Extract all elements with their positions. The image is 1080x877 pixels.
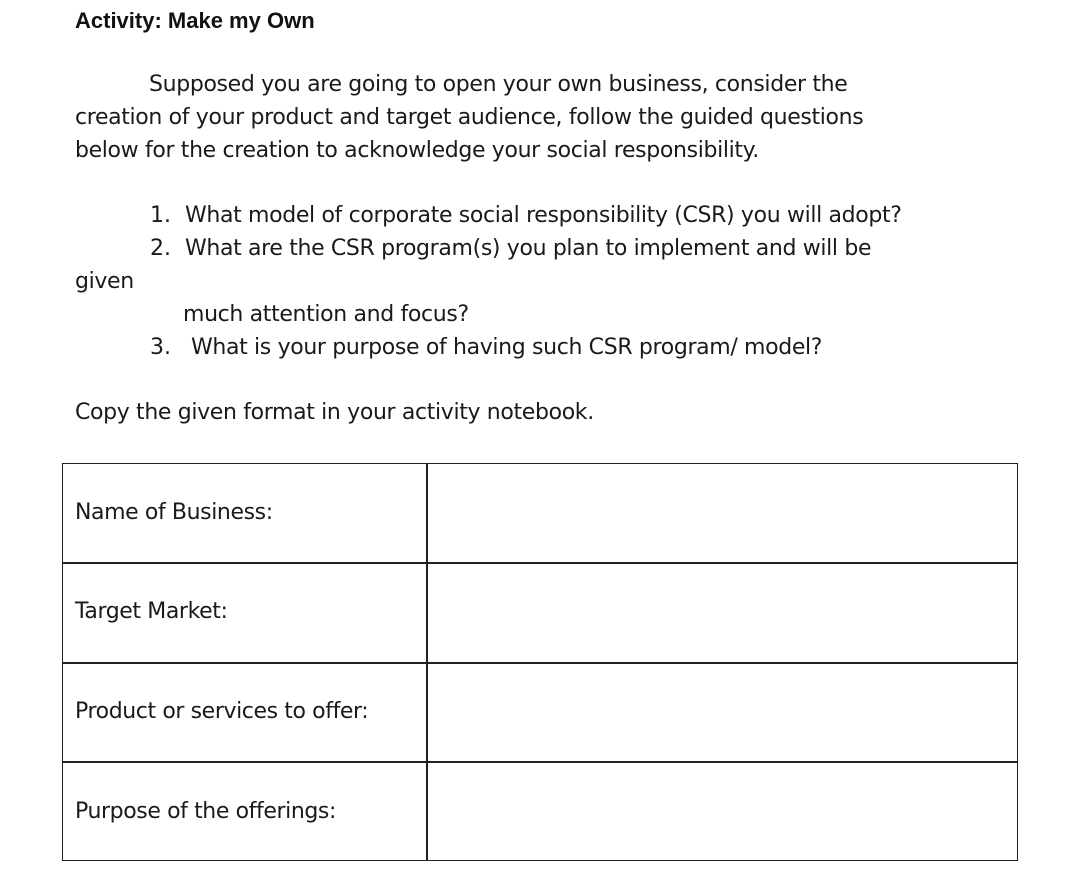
answer-cell-product-or-services: [428, 664, 1016, 760]
row-label-purpose-of-offerings: Purpose of the offerings:: [75, 799, 337, 824]
question-3-text: What is your purpose of having such CSR program/ model?: [191, 335, 823, 360]
question-2-wrap-word: given: [75, 269, 134, 294]
question-2-text: What are the CSR program(s) you plan to implement and will be: [185, 236, 872, 261]
intro-line-2: creation of your product and target audience, follow the guided questions: [75, 105, 864, 130]
row-label-target-market: Target Market:: [75, 599, 228, 624]
answer-cell-name-of-business: [428, 465, 1016, 561]
question-2-number: 2.: [150, 236, 171, 261]
intro-line-3: below for the creation to acknowledge your social responsibility.: [75, 138, 759, 163]
row-label-product-or-services: Product or services to offer:: [75, 699, 369, 724]
intro-line-1: Supposed you are going to open your own business, consider the: [149, 72, 848, 97]
answer-cell-purpose-of-offerings: [428, 763, 1016, 859]
answer-cell-target-market: [428, 564, 1016, 661]
question-1-number: 1.: [150, 203, 171, 228]
instruction-text: Copy the given format in your activity notebook.: [75, 400, 594, 425]
row-label-name-of-business: Name of Business:: [75, 500, 273, 525]
activity-title: Activity: Make my Own: [75, 8, 315, 33]
question-1-text: What model of corporate social responsibility (CSR) you will adopt?: [185, 203, 902, 228]
question-2-continuation: much attention and focus?: [183, 302, 469, 327]
question-3-number: 3.: [150, 335, 171, 360]
